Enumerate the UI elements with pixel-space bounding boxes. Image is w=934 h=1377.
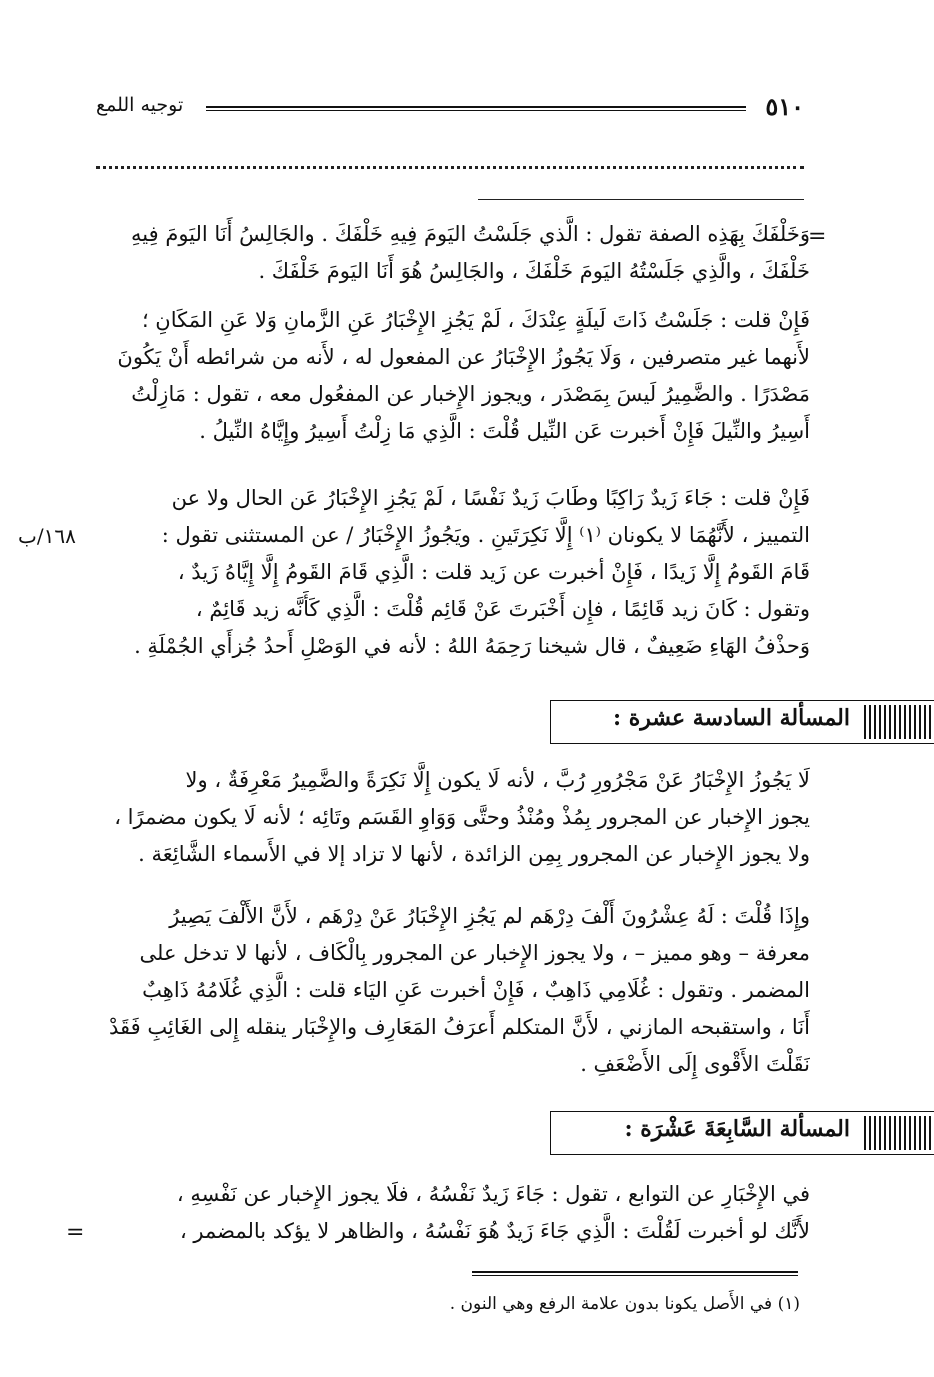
text-line: التمييز ، لأَنَّهُمَا لا يكونان ⁽١⁾ إِلَّا نَكِرَتَينِ . ويَجُوزُ الإِخْبَارُ / عن المستثنى تقول :	[161, 523, 810, 547]
text-line: معرفة – وهو مميز – ، ولا يجوز الإِخبار عن المجرور بِالْكَاف ، لأنها لا تدخل على	[139, 941, 810, 965]
text-line: لأَنهما غير متصرفين ، وَلَا يَجُوزُ الإِخْبَارُ عن المفعول له ، لأَنه من شرائطه أَنْ يَكُونَ	[117, 345, 810, 369]
text-line: المضمر . وتقول : غُلَامِي ذَاهِبٌ ، فَإِنْ أخبرت عَنِ اليَاء قلت : الَّذِي غُلَامُهُ ذَاهِبٌ	[142, 978, 810, 1002]
footnote-rule	[472, 1271, 798, 1276]
text-line: وتقول : كَانَ زيد قَائِمًا ، فإِن أَخْبَرتَ عَنْ قَائِم قُلْتَ : الَّذِي كَأَنَّه زيد قَائِمٌ ،	[195, 597, 810, 621]
page-number: ٥١٠	[765, 92, 804, 121]
heading-ornament	[864, 1116, 934, 1150]
section-heading-text: المسألة السادسة عشرة :	[612, 705, 850, 731]
text-line: لأَنَّك لو أخبرت لَقُلْتَ : الَّذِي جَاءَ زَيدٌ هُوَ نَفْسُهُ ، والظاهر لا يؤكد بالمضمر ،	[179, 1219, 810, 1243]
text-line: مَصْدَرًا . والضَّمِيرُ لَيسَ بِمَصْدَر ، ويجوز الإِخبار عن المفعُول معه ، تقول : مَازِلْتُ	[131, 382, 810, 406]
continuation-rule	[478, 199, 804, 200]
text-line: لَا يَجُوزُ الإِخْبَارُ عَنْ مَجْرُورِ رُبَّ ، لأنه لَا يكون إِلَّا نَكِرَةً والضَّمِيرُ مَعْرِفَةٌ ، ولا	[185, 768, 810, 792]
paragraph-3	[86, 480, 810, 665]
paragraph-5	[86, 898, 810, 1083]
text-line: قَامَ القَومُ إِلَّا زَيدًا ، فَإِنْ أخبرت عن زَيد قلت : الَّذِي قَامَ القَومُ إِلَّا إِيَّاهُ زَيدٌ ،	[177, 560, 810, 584]
text-line: وَخَلْفَكَ بِهَذِه الصفة تقول : الَّذي جَلَسْتُ اليَومَ فِيهِ خَلْفَكَ . والجَالِسُ أَنَا اليَومَ فِيهِ	[131, 222, 810, 246]
text-line: ولا يجوز الإِخبار عن المجرور بِمِن الزائدة ، لأنها لا تزاد إلا في الأَسماء الشَّائِعَة .	[138, 842, 810, 866]
paragraph-1	[86, 216, 810, 290]
text-line: فَإِنْ قلت : جَلَسْتُ ذَاتَ لَيلَةٍ عِنْدَكَ ، لَمْ يَجُزِ الإِخْبَارُ عَنِ الزَّمانِ وَلا عَنِ المَكَانِ ؛	[141, 308, 810, 332]
text-line: خَلْفَكَ ، والَّذِي جَلَسْتُهُ اليَومَ خَلْفَكَ ، والجَالِسُ هُوَ أَنَا اليَومَ خَلْفَكَ .	[258, 259, 810, 283]
text-line: في الإِخْبَارِ عن التوابع ، تقول : جَاءَ زَيدٌ نَفْسُهُ ، فلَا يجوز الإِخبار عن نَفْسِهِ ،	[176, 1182, 810, 1206]
continuation-start-marker: =	[808, 224, 827, 249]
header-rule	[206, 106, 746, 111]
text-line: وإِذَا قُلْتَ : لَهُ عِشْرُونَ أَلْفَ دِرْهَم لم يَجُزِ الإِخْبَارُ عَنْ دِرْهَم ، لأَنَّ الأَلْفَ يَصِيرُ	[169, 904, 810, 928]
continuation-end-marker: =	[66, 1220, 85, 1245]
section-heading-text: المسألة السَّابِعَةَ عَشْرَة :	[624, 1116, 850, 1142]
section-heading-17	[550, 1111, 934, 1155]
book-title: توجيه اللمع	[96, 94, 184, 116]
text-line: أَنَا ، واستقبحه المازني ، لأَنَّ المتكلم أَعرَفُ المَعَارِف والإِخْبَار ينقله إِلى الغَائِبِ فَقَدْ	[109, 1015, 810, 1039]
text-line: فَإِنْ قلت : جَاءَ زَيدٌ رَاكِبًا وطَابَ زَيدٌ نَفْسًا ، لَمْ يَجُزِ الإِخْبَارُ عَن الحال ولا عن	[171, 486, 810, 510]
manuscript-folio-note: ١٦٨/ب	[18, 524, 76, 548]
page-header	[96, 92, 804, 122]
paragraph-6	[86, 1176, 810, 1250]
footnote: (١) في الأَصل يكونا بدون علامة الرفع وهي النون .	[449, 1294, 800, 1314]
heading-ornament	[864, 705, 934, 739]
text-line: نَقَلْتَ الأَقْوى إِلَى الأَضْعَفِ .	[580, 1052, 810, 1076]
text-line: وَحذْفُ الهَاءِ ضَعِيفٌ ، قال شيخنا رَحِمَهُ اللهُ : لأنه في الوَصْلِ أَحدُ جُزأَي الجُمْلَةِ .	[134, 634, 810, 658]
text-line: أَسِيرُ والنِّيلَ فَإِنْ أَخبرت عَن النِّيل قُلْتَ : الَّذِي مَا زِلْتُ أَسِيرُ وإِيَّاهُ النِّيلُ .	[199, 419, 810, 443]
text-line: يجوز الإِخبار عن المجرور بِمُذْ ومُنْذُ وحتَّى وَوَاوِ القَسَم وتَائِه ؛ لأنه لَا يكون مضمرًا ،	[114, 805, 810, 829]
paragraph-4	[86, 762, 810, 873]
section-heading-16	[550, 700, 934, 744]
paragraph-2	[86, 302, 810, 450]
dotted-separator	[96, 166, 804, 169]
